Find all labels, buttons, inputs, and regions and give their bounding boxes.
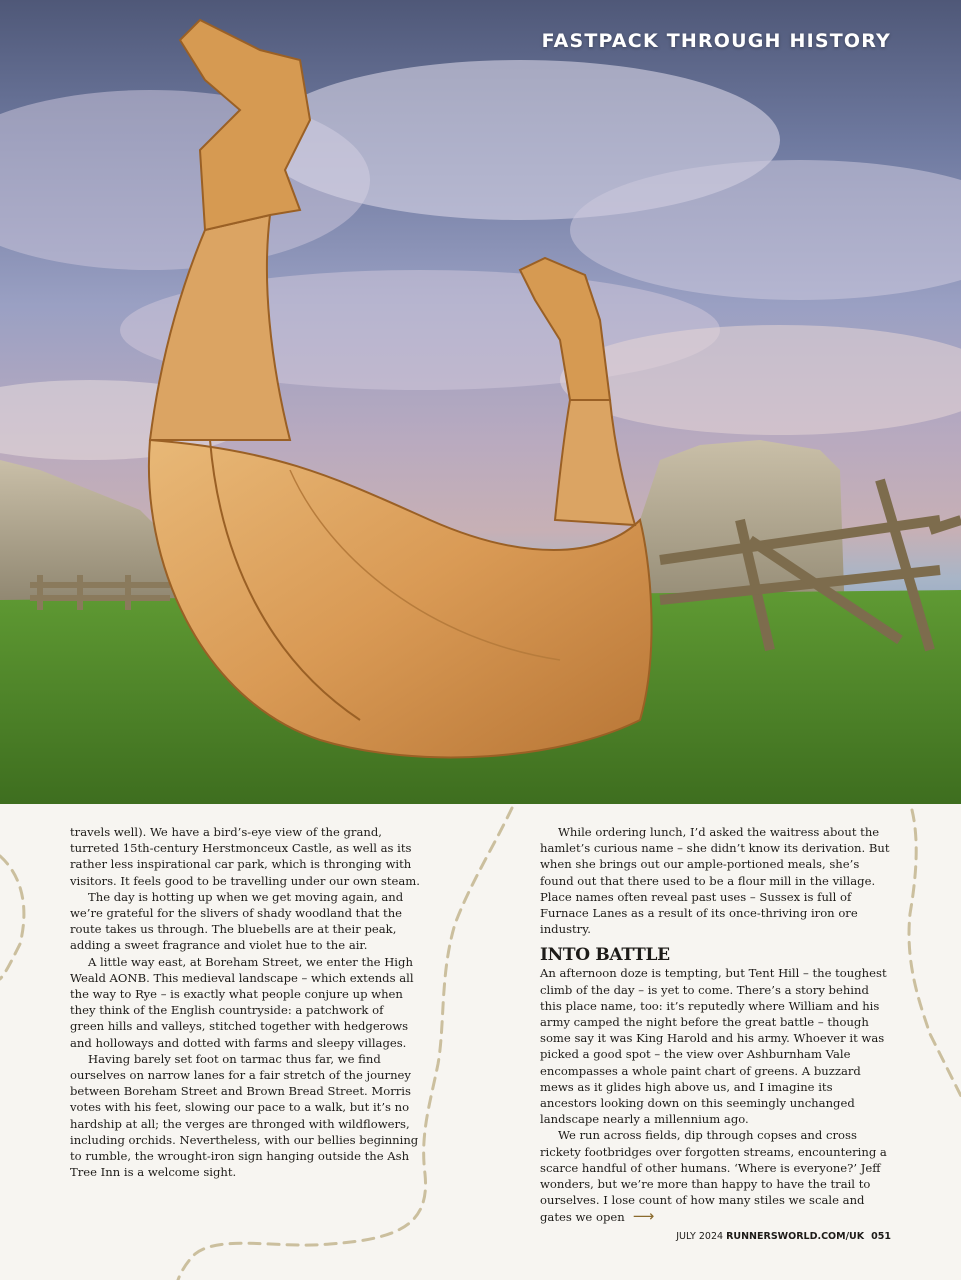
paragraph: While ordering lunch, I’d asked the waitress about the hamlet’s curious name – she didn’t know its derivation. But when she brings out our ample-portioned meals, she’s found out that there used to be a flour mill in the village. Place names often reveal past uses – Sussex is full of Furnace Lanes as a result of its once-thriving iron ore industry. bbox=[540, 825, 890, 937]
website-url: RUNNERSWORLD.COM/UK bbox=[726, 1231, 865, 1242]
page-number: 051 bbox=[871, 1231, 891, 1242]
paragraph: A little way east, at Boreham Street, we enter the High Weald AONB. This medieval landscape – which extends all the way to Rye – is exactly what people conjure up when they think of the English countryside: a patchwork of green hills and valleys, stitched together with hedgerows and holloways and dotted with farms and sleepy villages. bbox=[70, 954, 414, 1050]
issue-date: JULY 2024 bbox=[676, 1231, 724, 1242]
paragraph: An afternoon doze is tempting, but Tent Hill – the toughest climb of the day – is yet to come. There’s a story behind this place name, too: it’s reputedly where William and his army camped the night before the great battle – though some say it was King Harold and his army. Whoever it was picked a good spot – the view over Ashburnham Vale encompasses a whole paint chart of greens. A buzzard mews as it glides high above us, and I imagine its ancestors looking down on this seemingly unchanged landscape nearly a millennium ago. bbox=[540, 966, 887, 1127]
paragraph: Having barely set foot on tarmac thus far, we find ourselves on narrow lanes for a fair stretch of the journey between Boreham Street and Brown Bread Street. Morris votes with his feet, slowing our pace to a walk, but it’s no hardship at all; the verges are thronged with wildflowers, including orchids. Nevertheless, with our bellies beginning to rumble, the wrought-iron sign hanging outside the Ash Tree Inn is a welcome sight. bbox=[70, 1051, 419, 1180]
paragraph-text: We run across fields, dip through copses and cross rickety footbridges over forgotten streams, encountering a scarce handful of other humans. ‘Where is everyone?’ Jeff wonders, but we’re more than happy to have the trail to ourselves. I lose count of how many stiles we scale and gates we open bbox=[540, 1128, 887, 1225]
paragraph: The day is hotting up when we get moving again, and we’re grateful for the slivers of shady woodland that the route takes us through. The bluebells are at their peak, adding a sweet fragrance and violet hue to the air. bbox=[70, 889, 404, 953]
left-text-column bbox=[70, 824, 420, 1180]
section-kicker: FASTPACK THROUGH HISTORY bbox=[541, 30, 891, 52]
page-footer bbox=[676, 1231, 891, 1242]
right-text-column bbox=[540, 824, 890, 1226]
continue-arrow-icon: ⟶ bbox=[632, 1207, 655, 1226]
section-heading: INTO BATTLE bbox=[540, 945, 670, 966]
paragraph: travels well). We have a bird’s-eye view of the grand, turreted 15th-century Herstmonceux Castle, as well as its rather less inspirational car park, which is thronging with visitors. It feels good to be travelling under our own steam. bbox=[70, 825, 420, 888]
paragraph bbox=[540, 1127, 890, 1225]
